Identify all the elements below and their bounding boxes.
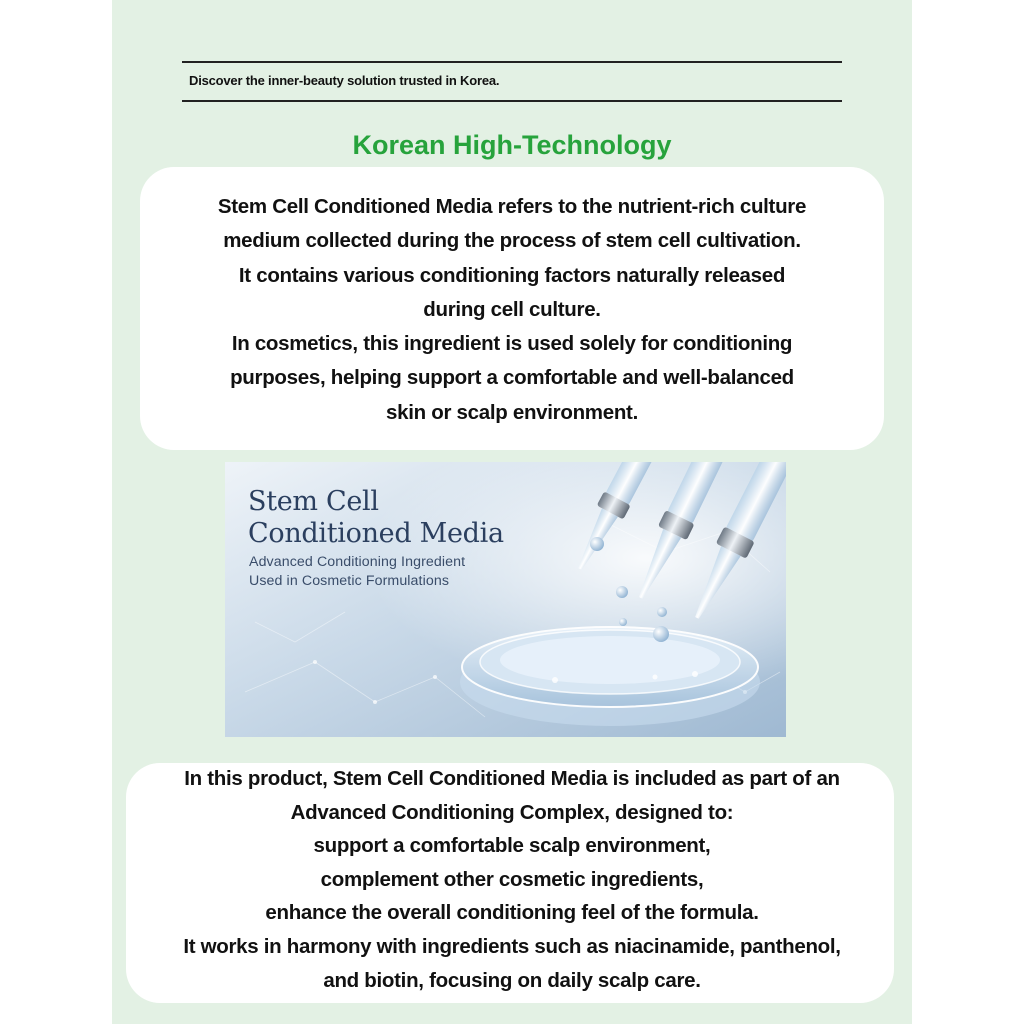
product-line: complement other cosmetic ingredients, — [320, 867, 704, 891]
top-rule — [182, 61, 842, 63]
product-line: In this product, Stem Cell Conditioned Media is included as part of an — [184, 767, 840, 790]
product-line: Advanced Conditioning Complex, designed to: — [290, 800, 734, 824]
hero-image — [225, 462, 786, 737]
intro-line: during cell culture. — [423, 297, 601, 321]
product-text — [0, 762, 1024, 997]
hero-subtitle-line: Used in Cosmetic Formulations — [249, 573, 450, 589]
section-heading: Korean High-Technology — [352, 130, 672, 160]
intro-line: medium collected during the process of stem cell cultivation. — [223, 229, 801, 253]
hero-subtitle — [249, 553, 465, 591]
intro-line: skin or scalp environment. — [386, 400, 638, 424]
intro-line: Stem Cell Conditioned Media refers to the nutrient-rich culture — [217, 195, 807, 218]
intro-line: In cosmetics, this ingredient is used solely for conditioning — [231, 332, 793, 356]
hero-title — [248, 486, 504, 550]
hero-title-line: Conditioned Media — [248, 518, 504, 549]
product-line: and biotin, focusing on daily scalp care. — [323, 968, 701, 992]
intro-line: purposes, helping support a comfortable and well-balanced — [230, 366, 794, 390]
hero-subtitle-line: Advanced Conditioning Ingredient — [249, 554, 466, 570]
product-line: support a comfortable scalp environment, — [313, 834, 711, 858]
intro-line: It contains various conditioning factors naturally released — [238, 263, 786, 287]
product-line: enhance the overall conditioning feel of the formula. — [265, 901, 759, 925]
intro-text — [0, 190, 1024, 430]
tagline: Discover the inner-beauty solution trusted in Korea. — [189, 73, 500, 88]
bottom-rule — [182, 100, 842, 102]
product-line: It works in harmony with ingredients such as niacinamide, panthenol, — [183, 934, 841, 958]
hero-title-line: Stem Cell — [248, 486, 379, 517]
